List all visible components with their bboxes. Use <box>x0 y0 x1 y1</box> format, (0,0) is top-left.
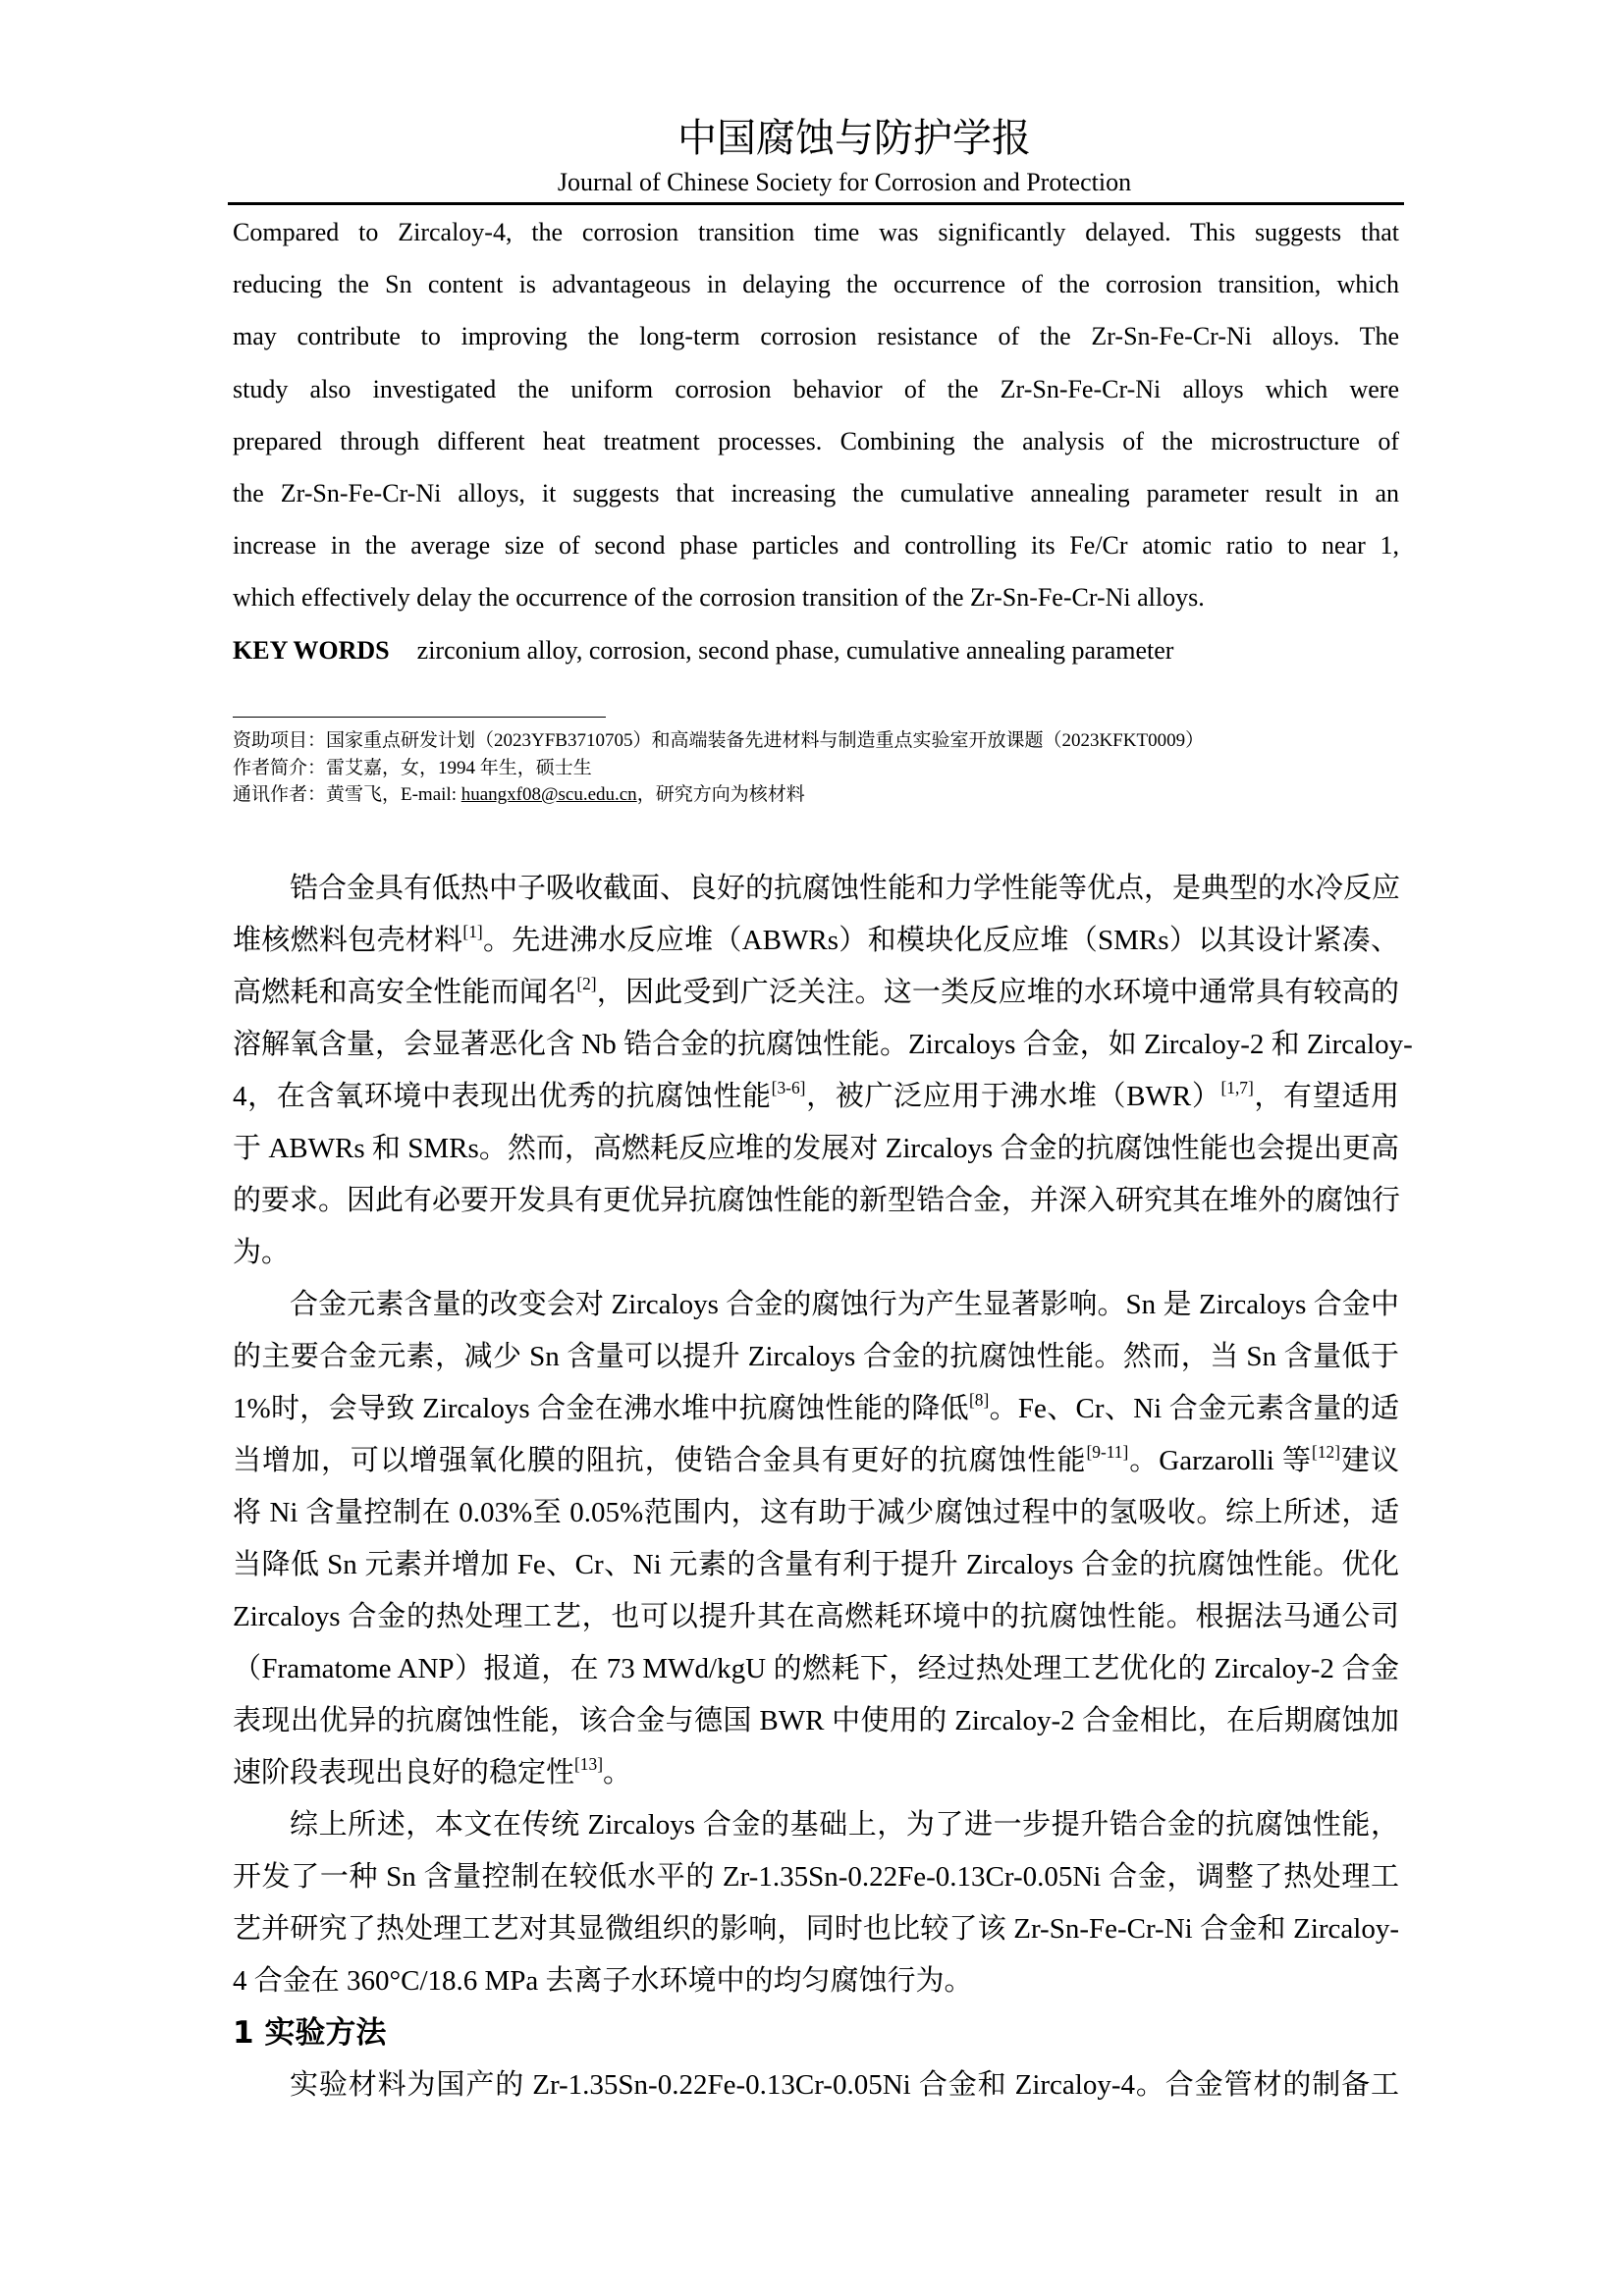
text-run: 艺并研究了热处理工艺对其显微组织的影响，同时也比较了该 Zr-Sn-Fe-Cr-Ni 合金和 Zircaloy- <box>233 1913 1399 1945</box>
section-heading <box>233 2007 1399 2059</box>
text-run: 溶解氧含量，会显著恶化含 Nb 锆合金的抗腐蚀性能。Zircaloys 合金，如 Zircaloy-2 和 Zircaloy- <box>233 1029 1413 1060</box>
text-run: 。 <box>603 1757 632 1789</box>
text-run: 的要求。因此有必要开发具有更优异抗腐蚀性能的新型锆合金，并深入研究其在堆外的腐蚀行 <box>233 1185 1401 1216</box>
citation-ref[interactable]: [13] <box>574 1753 603 1774</box>
footnote-author: 作者简介：雷艾嘉，女，1994 年生，硕士生 <box>233 757 592 778</box>
text-run: 1 实验方法 <box>233 2015 387 2051</box>
footnote-rule <box>233 717 606 718</box>
text-run: 。Garzarolli 等 <box>1128 1445 1313 1476</box>
corr-suffix: ，研究方向为核材料 <box>636 784 805 805</box>
email-link[interactable]: huangxf08@scu.edu.cn <box>460 784 637 805</box>
body-line <box>233 1747 1399 1799</box>
text-run: ，因此受到广泛关注。这一类反应堆的水环境中通常具有较高的 <box>596 977 1399 1008</box>
body-line <box>233 1123 1399 1175</box>
chinese-body <box>233 863 1413 2111</box>
text-run: 1%时，会导致 Zircaloys 合金在沸水堆中抗腐蚀性能的降低 <box>233 1393 969 1424</box>
body-line <box>233 1279 1399 1331</box>
citation-ref[interactable]: [9-11] <box>1086 1441 1129 1462</box>
citation-ref[interactable]: [12] <box>1312 1441 1341 1462</box>
text-run: 开发了一种 Sn 含量控制在较低水平的 Zr-1.35Sn-0.22Fe-0.13Cr-0.05Ni 合金，调整了热处理工 <box>233 1861 1399 1893</box>
body-line <box>233 915 1399 967</box>
body-line <box>233 1383 1399 1435</box>
footnote-corresponding <box>233 781 1399 809</box>
body-line <box>233 1435 1399 1487</box>
abstract-line: which effectively delay the occurrence of the corrosion transition of the Zr-Sn-Fe-Cr-Ni alloys. <box>233 583 1205 613</box>
header-rule <box>228 202 1404 205</box>
body-line <box>233 1591 1399 1643</box>
text-run: 的主要合金元素，减少 Sn 含量可以提升 Zircaloys 合金的抗腐蚀性能。然而，当 Sn 含量低于 <box>233 1341 1399 1372</box>
body-line <box>233 1487 1399 1539</box>
text-run: 速阶段表现出良好的稳定性 <box>233 1757 575 1789</box>
body-line <box>233 1643 1399 1695</box>
footnotes <box>233 727 1399 809</box>
abstract-line: Compared to Zircaloy-4, the corrosion transition time was significantly delayed. This suggests that <box>233 218 1399 246</box>
text-run: 。先进沸水反应堆（ABWRs）和模块化反应堆（SMRs）以其设计紧凑、 <box>482 925 1399 956</box>
journal-title-en: Journal of Chinese Society for Corrosion and Protection <box>557 168 1132 196</box>
text-run: 为。 <box>233 1237 291 1268</box>
text-run: 当降低 Sn 元素并增加 Fe、Cr、Ni 元素的含量有利于提升 Zircaloys 合金的抗腐蚀性能。优化 <box>233 1549 1399 1580</box>
text-run: 建议 <box>1340 1445 1399 1476</box>
journal-title-cn: 中国腐蚀与防护学报 <box>677 116 1031 160</box>
abstract-line: study also investigated the uniform corrosion behavior of the Zr-Sn-Fe-Cr-Ni alloys which were <box>233 374 1399 403</box>
footnote-funding: 资助项目：国家重点研发计划（2023YFB3710705）和高端装备先进材料与制造重点实验室开放课题（2023KFKT0009） <box>233 730 1205 751</box>
citation-ref[interactable]: [2] <box>576 973 597 993</box>
citation-ref[interactable]: [8] <box>969 1389 990 1410</box>
body-line <box>233 2059 1399 2111</box>
text-run: 综上所述，本文在传统 Zircaloys 合金的基础上，为了进一步提升锆合金的抗腐蚀性能， <box>290 1809 1399 1841</box>
abstract-line: prepared through different heat treatment processes. Combining the analysis of the microstructure of <box>233 426 1399 455</box>
body-line <box>233 1019 1413 1071</box>
body-line <box>233 1227 1399 1279</box>
text-run: 锆合金具有低热中子吸收截面、良好的抗腐蚀性能和力学性能等优点，是典型的水冷反应 <box>290 873 1401 904</box>
text-run: 实验材料为国产的 Zr-1.35Sn-0.22Fe-0.13Cr-0.05Ni 合金和 Zircaloy-4。合金管材的制备工 <box>290 2069 1399 2101</box>
text-run: 堆核燃料包壳材料 <box>233 925 463 956</box>
body-line <box>233 967 1399 1019</box>
body-line <box>233 1071 1399 1123</box>
corr-prefix: 通讯作者：黄雪飞，E-mail: <box>233 784 461 805</box>
keywords-text: zirconium alloy, corrosion, second phase, cumulative annealing parameter <box>416 635 1174 665</box>
body-line <box>233 863 1399 915</box>
text-run: 合金元素含量的改变会对 Zircaloys 合金的腐蚀行为产生显著影响。Sn 是 Zircaloys 合金中 <box>290 1289 1399 1320</box>
text-run: 4，在含氧环境中表现出优秀的抗腐蚀性能 <box>233 1081 772 1112</box>
body-line <box>233 1539 1399 1591</box>
text-run: 4 合金在 360°C/18.6 MPa 去离子水环境中的均匀腐蚀行为。 <box>233 1965 973 1997</box>
text-run: 于 ABWRs 和 SMRs。然而，高燃耗反应堆的发展对 Zircaloys 合金的抗腐蚀性能也会提出更高 <box>233 1133 1399 1164</box>
citation-ref[interactable]: [1] <box>462 921 483 941</box>
text-run: Zircaloys 合金的热处理工艺，也可以提升其在高燃耗环境中的抗腐蚀性能。根据法马通公司 <box>233 1601 1399 1632</box>
body-line <box>233 1955 1399 2007</box>
text-run: 高燃耗和高安全性能而闻名 <box>233 977 577 1008</box>
abstract-line: the Zr-Sn-Fe-Cr-Ni alloys, it suggests that increasing the cumulative annealing parameter result in an <box>233 478 1399 507</box>
body-line <box>233 1175 1399 1227</box>
text-run: 表现出优异的抗腐蚀性能，该合金与德国 BWR 中使用的 Zircaloy-2 合金相比，在后期腐蚀加 <box>233 1705 1399 1736</box>
body-line <box>233 1799 1399 1851</box>
body-line <box>233 1695 1399 1747</box>
english-abstract <box>233 206 1399 676</box>
text-run: 。Fe、Cr、Ni 合金元素含量的适 <box>989 1393 1399 1424</box>
body-line <box>233 1331 1399 1383</box>
keywords-label: KEY WORDS <box>233 635 390 665</box>
text-run: 将 Ni 含量控制在 0.03%至 0.05%范围内，这有助于减少腐蚀过程中的氢吸收。综上所述，适 <box>233 1497 1399 1528</box>
abstract-line: reducing the Sn content is advantageous in delaying the occurrence of the corrosion transition, which <box>233 270 1399 299</box>
citation-ref[interactable]: [1,7] <box>1220 1077 1254 1097</box>
text-run: 当增加，可以增强氧化膜的阻抗，使锆合金具有更好的抗腐蚀性能 <box>233 1445 1087 1476</box>
text-run: ，有望适用 <box>1253 1081 1399 1112</box>
keywords-line <box>233 624 1399 676</box>
citation-ref[interactable]: [3-6] <box>771 1077 806 1097</box>
body-line <box>233 1851 1399 1903</box>
abstract-line: may contribute to improving the long-term corrosion resistance of the Zr-Sn-Fe-Cr-Ni alloys. The <box>233 322 1399 351</box>
text-run: ，被广泛应用于沸水堆（BWR） <box>805 1081 1221 1112</box>
text-run: （Framatome ANP）报道，在 73 MWd/kgU 的燃耗下，经过热处理工艺优化的 Zircaloy-2 合金 <box>233 1653 1399 1684</box>
abstract-line: increase in the average size of second phase particles and controlling its Fe/Cr atomic ratio to near 1, <box>233 531 1399 561</box>
body-line <box>233 1903 1399 1955</box>
